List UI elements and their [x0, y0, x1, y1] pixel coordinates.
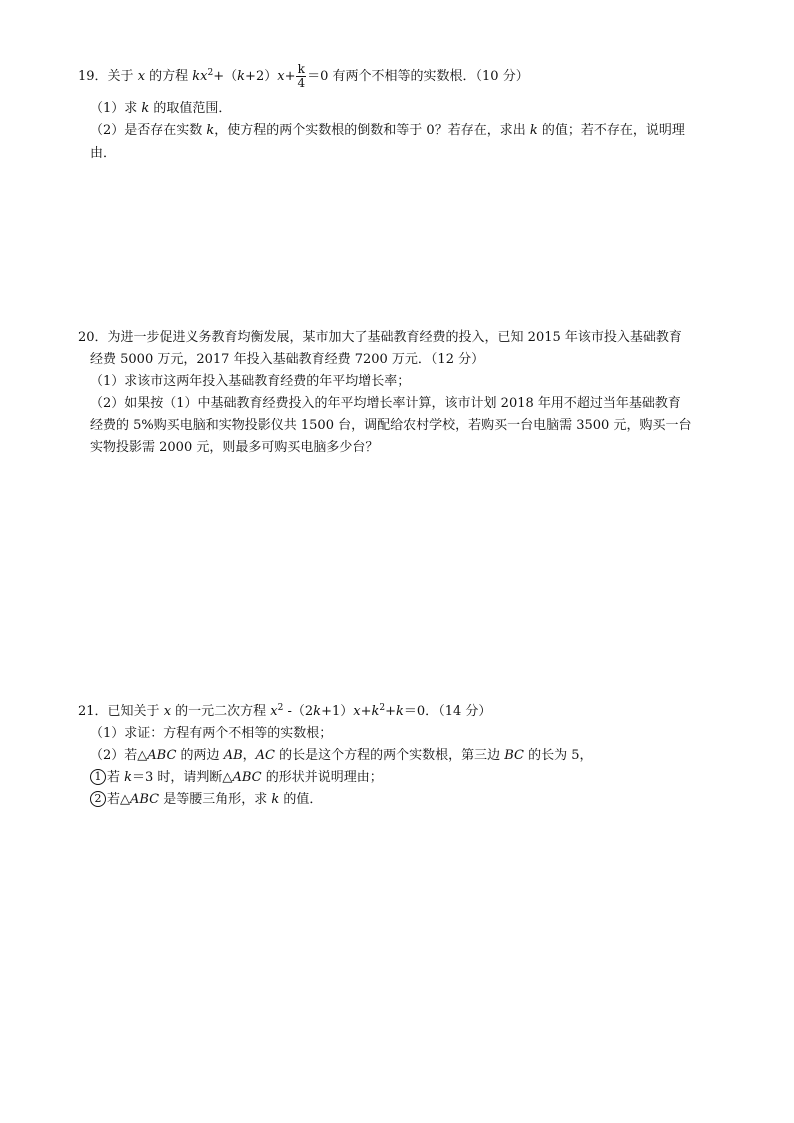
answer-space: [0, 815, 794, 1115]
problem-21-sub-2: 2 若△ABC 是等腰三角形，求 k 的值．: [90, 790, 322, 810]
problem-21-stem: 21．已知关于 x 的一元二次方程 $x^2$ $-(2k+1)x+k^2+k=0$．（14 分）: [78, 703, 492, 719]
problem-19-stem: 19．关于 x 的方程 $kx^2+(k+2)x+$ $\frac{k}{4}$ ＝0 有两个不相等的实数根．（10 分）: [78, 62, 529, 90]
problem-21-part-1: （1）求证：方程有两个不相等的实数根；: [90, 726, 333, 741]
problem-20-part-2-line-3: 实物投影需 2000 元，则最多可购买电脑多少台？: [90, 440, 379, 455]
problem-19-part-2-continued: 由．: [90, 146, 117, 161]
problem-20-part-2-line-1: （2）如果按（1）中基础教育经费投入的年平均增长率计算，该市计划 2018 年用不超过当年基础教育: [90, 396, 681, 411]
fraction-k-over-4: $\frac{k}{4}$: [297, 62, 306, 90]
problem-score: （14 分）: [438, 704, 492, 719]
problem-score: （12 分）: [430, 352, 485, 367]
problem-19-part-1: （1）求 k 的取值范围．: [90, 101, 232, 116]
problem-21-part-2: （2）若△ABC 的两边 AB，AC 的长是这个方程的两个实数根，第三边 BC 的长为 5，: [90, 748, 593, 763]
problem-19-part-2: （2）是否存在实数 k，使方程的两个实数根的倒数和等于 0？若存在，求出 k 的值；若不存在，说明理: [90, 123, 685, 138]
problem-20-stem-line-1: 20．为进一步促进义务教育均衡发展，某市加大了基础教育经费的投入，已知 2015 年该市投入基础教育: [78, 330, 682, 345]
problem-21-sub-1: 1 若 k＝3 时，请判断△ABC 的形状并说明理由；: [90, 768, 383, 788]
answer-space: [0, 465, 794, 695]
problem-20-part-2-line-2: 经费的 5%购买电脑和实物投影仪共 1500 台，调配给农村学校，若购买一台电脑需 3500 元，购买一台: [90, 418, 692, 433]
problem-20-part-1: （1）求该市这两年投入基础教育经费的年平均增长率；: [90, 374, 411, 389]
circled-number-2: 2: [90, 791, 106, 807]
circled-number-1: 1: [90, 769, 106, 785]
answer-space: [0, 170, 794, 320]
problem-number: 20: [78, 330, 95, 345]
problem-20-stem-line-2: 经费 5000 万元，2017 年投入基础教育经费 7200 万元．（12 分）: [90, 352, 485, 367]
problem-number: 19: [78, 69, 95, 84]
problem-score: （10 分）: [475, 69, 529, 84]
problem-number: 21: [78, 704, 95, 719]
